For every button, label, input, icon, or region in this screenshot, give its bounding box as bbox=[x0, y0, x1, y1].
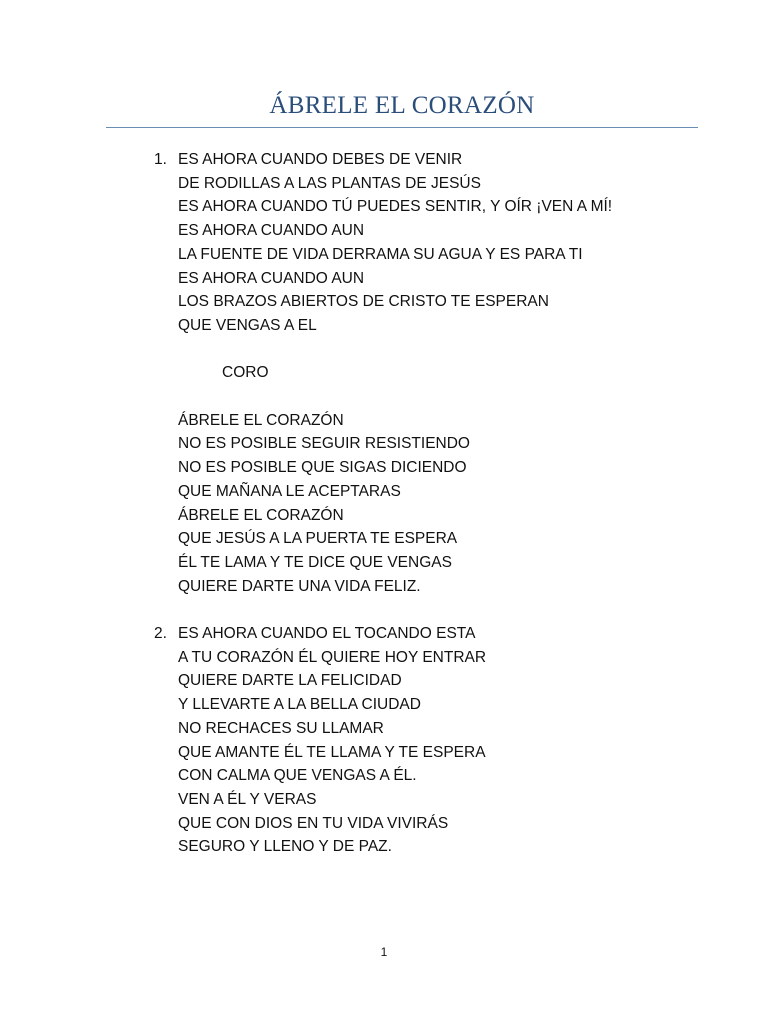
verse-line: DE RODILLAS A LAS PLANTAS DE JESÚS bbox=[178, 174, 481, 192]
title-underline bbox=[106, 127, 698, 128]
verse-line: VEN A ÉL Y VERAS bbox=[178, 790, 317, 808]
verse-line: ES AHORA CUANDO TÚ PUEDES SENTIR, Y OÍR ¡VEN A MÍ! bbox=[178, 198, 613, 216]
chorus-line: QUE JESÚS A LA PUERTA TE ESPERA bbox=[178, 530, 458, 548]
verse-number: 2. bbox=[154, 625, 167, 643]
chorus-line: QUIERE DARTE UNA VIDA FELIZ. bbox=[178, 577, 421, 595]
verse-2 bbox=[154, 622, 714, 859]
verse-line: ES AHORA CUANDO DEBES DE VENIR bbox=[178, 151, 463, 168]
chorus-line: ÁBRELE EL CORAZÓN bbox=[178, 506, 344, 524]
page-number: 1 bbox=[380, 945, 388, 959]
chorus-line: NO ES POSIBLE QUE SIGAS DICIENDO bbox=[178, 459, 467, 477]
chorus-line: NO ES POSIBLE SEGUIR RESISTIENDO bbox=[178, 435, 470, 453]
chorus-label: CORO bbox=[222, 364, 269, 382]
verse-line: LOS BRAZOS ABIERTOS DE CRISTO TE ESPERAN bbox=[178, 293, 549, 311]
verse-line: ES AHORA CUANDO AUN bbox=[178, 269, 365, 287]
verse-line: QUE AMANTE ÉL TE LLAMA Y TE ESPERA bbox=[178, 743, 486, 761]
chorus bbox=[178, 409, 714, 599]
chorus-line: ÉL TE LAMA Y TE DICE QUE VENGAS bbox=[178, 553, 452, 571]
chorus-line: ÁBRELE EL CORAZÓN bbox=[178, 411, 344, 429]
verse-number: 1. bbox=[154, 151, 167, 168]
page-title: ÁBRELE EL CORAZÓN bbox=[269, 92, 535, 119]
spacer bbox=[154, 598, 714, 622]
verse-line: QUE CON DIOS EN TU VIDA VIVIRÁS bbox=[178, 814, 449, 832]
lyrics-body bbox=[154, 148, 714, 859]
verse-line: QUE VENGAS A EL bbox=[178, 316, 317, 334]
spacer bbox=[178, 385, 714, 409]
chorus-line: QUE MAÑANA LE ACEPTARAS bbox=[178, 482, 401, 500]
verse-line: NO RECHACES SU LLAMAR bbox=[178, 719, 384, 737]
verse-line: LA FUENTE DE VIDA DERRAMA SU AGUA Y ES PARA TI bbox=[178, 245, 583, 263]
verse-line: SEGURO Y LLENO Y DE PAZ. bbox=[178, 838, 392, 856]
verse-1 bbox=[154, 148, 714, 598]
spacer bbox=[178, 338, 714, 362]
verse-line: A TU CORAZÓN ÉL QUIERE HOY ENTRAR bbox=[178, 648, 487, 666]
verse-line: CON CALMA QUE VENGAS A ÉL. bbox=[178, 767, 417, 785]
verse-line: QUIERE DARTE LA FELICIDAD bbox=[178, 672, 402, 690]
verse-line: ES AHORA CUANDO AUN bbox=[178, 222, 365, 240]
verse-line: Y LLEVARTE A LA BELLA CIUDAD bbox=[178, 696, 421, 714]
verse-line: ES AHORA CUANDO EL TOCANDO ESTA bbox=[178, 625, 476, 643]
